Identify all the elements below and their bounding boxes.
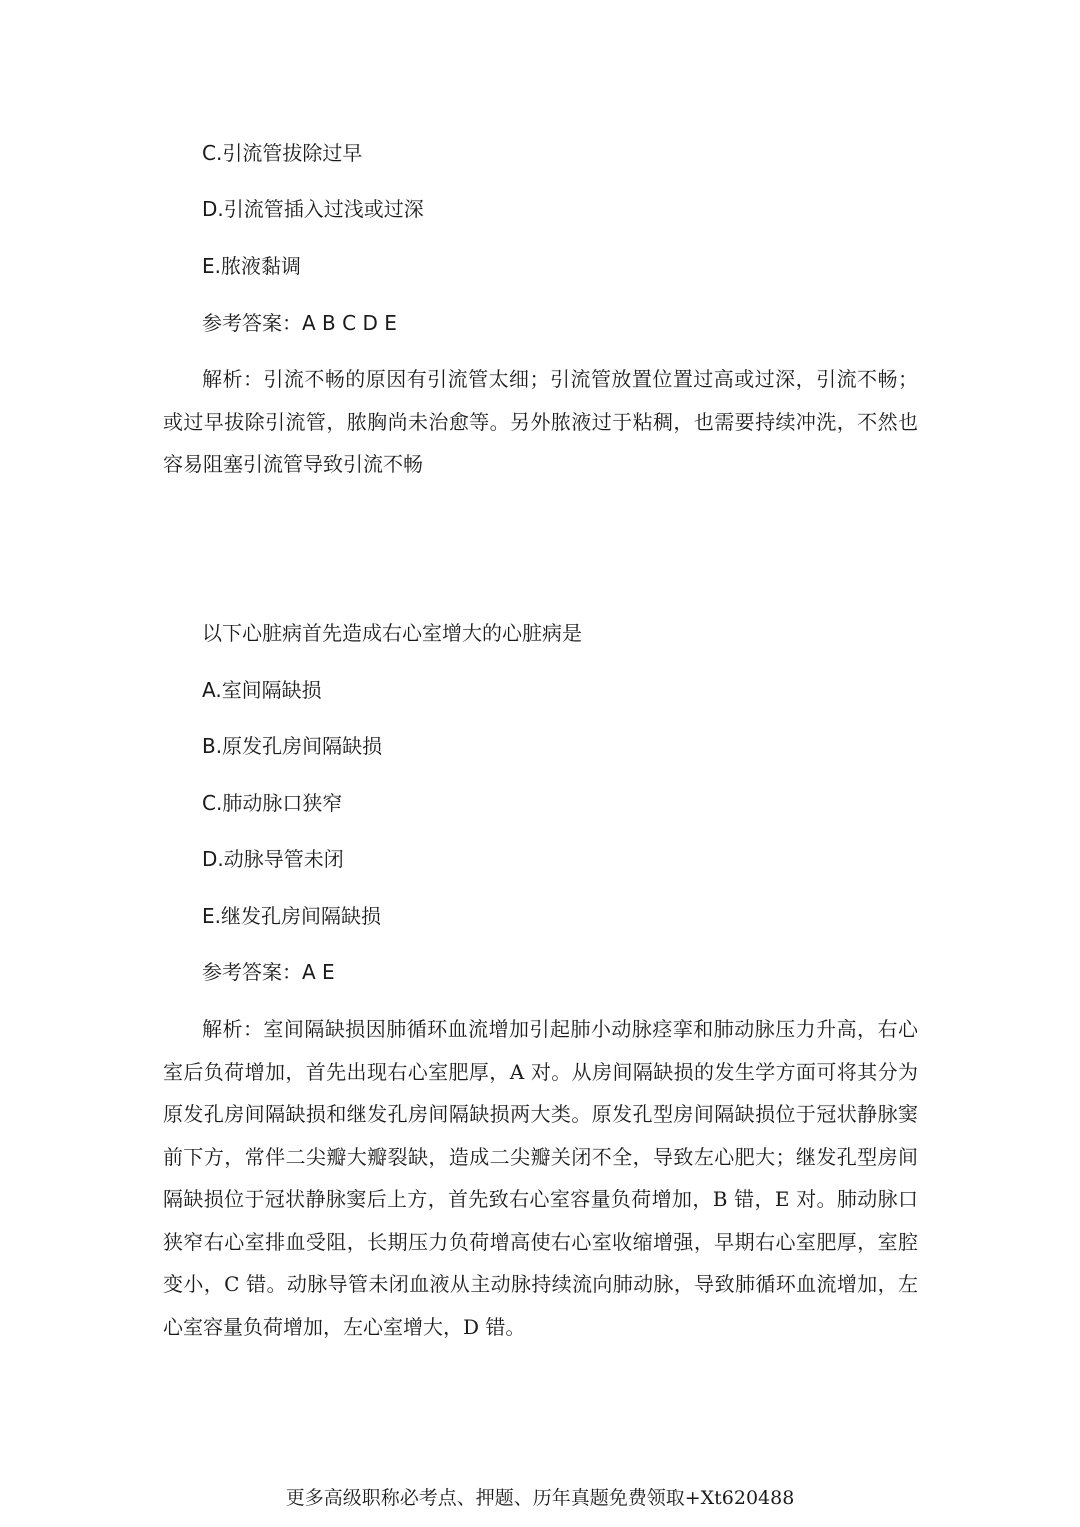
q1-option-c: C.引流管拔除过早 bbox=[202, 141, 363, 165]
q1-analysis: 解析：引流不畅的原因有引流管太细；引流管放置位置过高或过深，引流不畅；或过早拔除引流管，脓胸尚未治愈等。另外脓液过于粘稠，也需要持续冲洗，不然也容易阻塞引流管导致引流不畅 bbox=[163, 367, 918, 476]
q2-option-a: A.室间隔缺损 bbox=[202, 678, 322, 702]
q2-option-e: E.继发孔房间隔缺损 bbox=[202, 904, 381, 928]
q1-option-e: E.脓液黏调 bbox=[202, 254, 301, 278]
q2-question: 以下心脏病首先造成右心室增大的心脏病是 bbox=[202, 621, 582, 645]
q1-option-d: D.引流管插入过浅或过深 bbox=[202, 197, 424, 221]
q2-analysis: 解析：室间隔缺损因肺循环血流增加引起肺小动脉痉挛和肺动脉压力升高，右心室后负荷增加，首先出现右心室肥厚，A 对。从房间隔缺损的发生学方面可将其分为原发孔房间隔缺损和继发孔房间隔缺损两大类。原发孔型房间隔缺损位于冠状静脉窦前下方，常伴二尖瓣大瓣裂缺，造成二尖瓣关闭不全，导致左心肥大；继发孔型房间隔缺损位于冠状静脉窦后上方，首先致右心室容量负荷增加，B 错，E 对。肺动脉口狭窄右心室排血受阻，长期压力负荷增高使右心室收缩增强，早期右心室肥厚，室腔变小，C 错。动脉导管未闭血液从主动脉持续流向肺动脉，导致肺循环血流增加，左心室容量负荷增加，左心室增大，D 错。 bbox=[163, 1017, 918, 1339]
q2-option-b: B.原发孔房间隔缺损 bbox=[202, 734, 383, 758]
q2-option-d: D.动脉导管未闭 bbox=[202, 847, 344, 871]
footer-promo: 更多高级职称必考点、押题、历年真题免费领取+Xt620488 bbox=[285, 1487, 795, 1509]
q1-answer: 参考答案：A B C D E bbox=[202, 311, 397, 335]
q2-option-c: C.肺动脉口狭窄 bbox=[202, 791, 343, 815]
q2-answer: 参考答案：A E bbox=[202, 960, 335, 984]
